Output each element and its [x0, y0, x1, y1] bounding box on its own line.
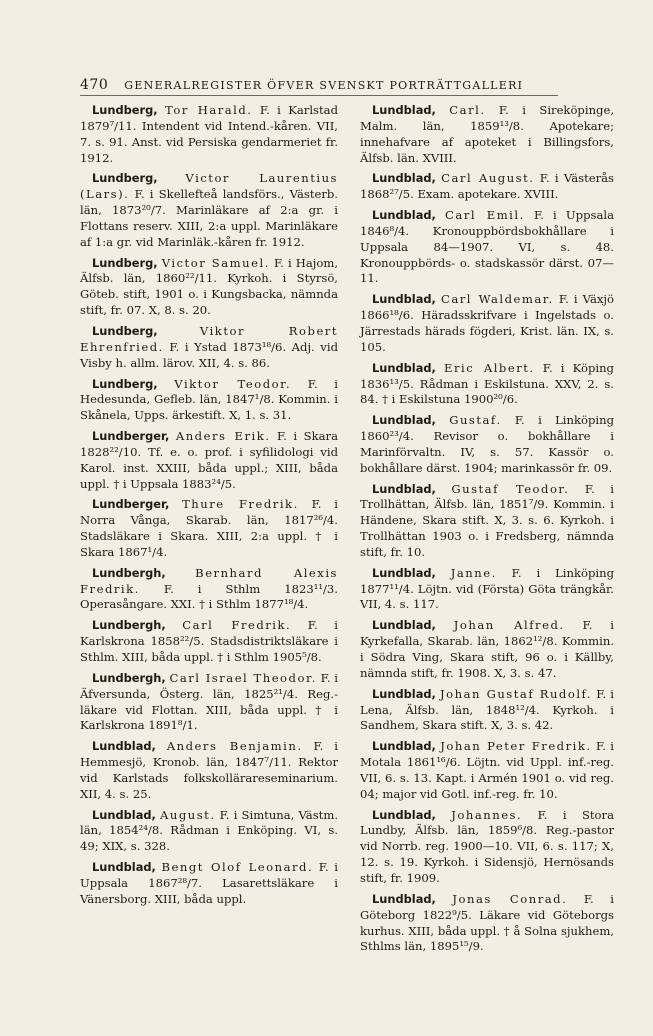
register-entry: [360, 808, 614, 887]
entry-given-names: Johan Gustaf Rudolf.: [439, 686, 593, 701]
entry-given-names: Johan Peter Fredrik.: [440, 739, 592, 754]
entry-surname: Lundblad,: [372, 739, 436, 754]
register-entry: [360, 413, 614, 476]
entry-surname: Lundblad,: [372, 618, 436, 633]
entry-details: F. i Trollhättan, Älfsb. län, 1851⁷/9. Kommin. i Händene, Skara stift. X, 3. s. 6. Kyrkoh. i Trollhättan 1903 o. i Fredsberg, nämnda stift, fr. 10.: [360, 481, 614, 559]
entry-given-names: Carl Emil.: [445, 208, 525, 223]
entry-surname: Lundblad,: [372, 208, 436, 223]
entry-surname: Lundblad,: [372, 360, 436, 375]
entry-details: F. i Skara 1828²²/10. Tf. e. o. prof. i syfilidologi vid Karol. inst. XXIII, båda uppl.; XIII, båda uppl. † i Uppsala 1883²⁴/5.: [80, 429, 338, 491]
entry-details: F. i Hemmesjö, Kronob. län, 1847⁷/11. Rektor vid Karlstads folkskollärareseminarium. XII, 4. s. 25.: [80, 739, 338, 801]
entry-given-names: Eric Albert.: [444, 360, 535, 375]
entry-surname: Lundblad,: [372, 891, 436, 906]
entry-given-names: Carl Israel Theodor.: [169, 670, 317, 685]
register-entry: [80, 618, 338, 666]
entry-details: F. i Lena, Älfsb. län, 1848¹²/4. Kyrkoh. i Sandhem, Skara stift. X, 3. s. 42.: [360, 686, 614, 733]
entry-given-names: Johannes.: [451, 807, 523, 822]
register-entry: [360, 892, 614, 955]
register-entry: [360, 103, 614, 166]
register-entry: [80, 739, 338, 802]
entry-details: F. i Kyrkefalla, Skarab. län, 1862¹²/8. Kommin. i Södra Ving, Skara stift, 96 o. i Källby, nämnda stift, fr. 1908. X, 3. s. 47.: [360, 618, 614, 680]
entry-details: F. i Äfversunda, Österg. län, 1825²¹/4. Reg.-läkare vid Flottan. XIII, båda uppl. † i Karlskrona 1891⁸/1.: [80, 670, 338, 733]
register-entry: [80, 324, 338, 372]
register-entry: [80, 171, 338, 250]
register-entry: [80, 256, 338, 319]
entry-details: F. i Karlstad 1879⁷/11. Intendent vid Intend.-kåren. VII, 7. s. 91. Anst. vid Persiska gendarmeriet fr. 1912.: [80, 103, 338, 165]
entry-surname: Lundbergh,: [92, 618, 166, 633]
entry-details: F. i Hajom, Älfsb. län, 1860²²/11. Kyrkoh. i Styrsö, Göteb. stift, 1901 o. i Kungsbacka, nämnda stift, fr. 07. X, 8. s. 20.: [80, 255, 339, 318]
entry-details: F. i Ystad 1873¹⁸/6. Adj. vid Visby h. allm. lärov. XII, 4. s. 86.: [80, 339, 338, 370]
entry-surname: Lundblad,: [372, 686, 436, 701]
entry-given-names: Anders Erik.: [175, 429, 271, 444]
entry-details: F. i Växjö 1866¹⁸/6. Häradsskrifvare i Ingelstads o. Järrestads härads fögderi, Krist. län. IX, s. 105.: [360, 292, 614, 354]
entry-given-names: Tor Harald.: [164, 103, 253, 117]
entry-details: F. i Uppsala 1867²⁸/7. Lasarettsläkare i Vänersborg. XIII, båda uppl.: [80, 860, 338, 906]
entry-given-names: Carl.: [449, 103, 486, 117]
entry-details: F. i Göteborg 1822⁹/5. Läkare vid Göteborgs kurhus. XIII, båda uppl. † å Solna sjukhem, Sthlms län, 1895¹⁵/9.: [360, 891, 614, 954]
entry-surname: Lundberg,: [92, 255, 158, 270]
register-entry: [80, 429, 338, 492]
entry-given-names: Carl Waldemar.: [440, 292, 554, 307]
entry-given-names: Bernhard Alexis Fredrik.: [80, 565, 338, 596]
entry-details: F. i Skellefteå landsförs., Västerb. län, 1873²⁰/7. Marinläkare af 2:a gr. i Flottans reserv. XIII, 2:a uppl. Marinläkare af 1:a gr. vid Marinläk.-kåren fr. 1912.: [80, 187, 338, 249]
entry-surname: Lundblad,: [92, 860, 156, 875]
entry-surname: Lundberg,: [92, 171, 158, 186]
register-entry: [360, 208, 614, 287]
running-header: [80, 77, 558, 96]
entry-details: F. i Stora Lundby, Älfsb. län, 1859⁶/8. Reg.-pastor vid Norrb. reg. 1900—10. VII, 6. s. 117; X, 12. s. 19. Kyrkoh. i Sidensjö, Hernösands stift, fr. 1909.: [360, 807, 614, 885]
entry-surname: Lundblad,: [92, 739, 156, 754]
entry-surname: Lundblad,: [372, 171, 436, 186]
entry-surname: Lundberg,: [92, 103, 158, 117]
register-entry: [360, 687, 614, 735]
entry-details: F. i Uppsala 1846⁸/4. Kronouppbördsbokhållare i Uppsala 84—1907. VI, s. 48. Kronouppbörds- o. stadskassör därst. 07—11.: [360, 208, 615, 286]
left-column: [80, 103, 338, 913]
entry-surname: Lundblad,: [372, 565, 436, 580]
entry-details: F. i Linköping 1860²³/4. Revisor o. bokhållare i Marinförvaltn. IV, s. 57. Kassör o. bokhållare därst. 1904; marinkassör fr. 09.: [360, 413, 614, 475]
entry-details: F. i Simtuna, Västm. län, 1854²⁴/8. Rådman i Enköping. VI, s. 49; XIX, s. 328.: [80, 807, 339, 854]
entry-surname: Lundblad,: [372, 413, 436, 428]
entry-details: F. i Sthlm 1823¹¹/3. Operasångare. XXI. † i Sthlm 1877¹⁸/4.: [80, 581, 338, 612]
entry-surname: Lundblad,: [372, 481, 436, 496]
register-entry: [360, 618, 614, 681]
entry-details: F. i Karlskrona 1858²²/5. Stadsdistriktsläkare i Sthlm. XIII, båda uppl. † i Sthlm 1905⁵/8.: [80, 618, 338, 664]
register-entry: [360, 292, 614, 355]
entry-details: F. i Linköping 1877¹¹/4. Löjtn. vid (Första) Göta trängkår. VII, 4. s. 117.: [360, 565, 614, 612]
register-entry: [360, 566, 614, 614]
entry-given-names: August.: [160, 807, 216, 822]
entry-given-names: Janne.: [450, 565, 497, 580]
entry-details: F. i Köping 1836¹³/5. Rådman i Eskilstuna. XXV, 2. s. 84. † i Eskilstuna 1900²⁰/6.: [360, 360, 614, 407]
entry-surname: Lundblad,: [372, 292, 436, 307]
register-entry: [80, 860, 338, 908]
entry-surname: Lundberger,: [92, 497, 170, 512]
entry-details: F. i Norra Vånga, Skarab. län, 1817²⁶/4. Stadsläkare i Skara. XIII, 2:a uppl. † i Skara 1867¹/4.: [80, 497, 338, 559]
entry-given-names: Thure Fredrik.: [182, 497, 299, 512]
entry-details: F. i Sireköpinge, Malm. län, 1859¹³/8. Apotekare; innehafvare af apoteket i Billingsfors, Älfsb. län. XVIII.: [360, 103, 615, 165]
entry-surname: Lundblad,: [372, 807, 436, 822]
entry-given-names: Victor Samuel.: [161, 255, 270, 270]
register-entry: [80, 808, 338, 856]
entry-details: F. i Motala 1861¹⁶/6. Löjtn. vid Uppl. inf.-reg. VII, 6. s. 13. Kapt. i Armén 1901 o. vid reg. 04; major vid Gotl. inf.-reg. fr. 10.: [360, 739, 614, 801]
entry-given-names: Victor Laurentius (Lars).: [80, 171, 339, 202]
header-title: GENERALREGISTER ÖFVER SVENSKT PORTRÄTTGALLERI: [124, 79, 524, 92]
register-entry: [360, 482, 614, 561]
entry-details: F. i Västerås 1868²⁷/5. Exam. apotekare. XVIII.: [360, 171, 615, 202]
entry-given-names: Gustaf.: [449, 413, 502, 428]
entry-surname: Lundberg,: [92, 376, 158, 391]
register-entry: [360, 361, 614, 409]
entry-given-names: Carl August.: [441, 171, 535, 186]
register-entry: [80, 671, 338, 734]
entry-surname: Lundberg,: [92, 323, 158, 338]
entry-given-names: Jonas Conrad.: [452, 891, 568, 906]
entry-given-names: Carl Fredrik.: [182, 618, 292, 633]
entry-surname: Lundbergh,: [92, 565, 166, 580]
entry-surname: Lundberger,: [92, 429, 170, 444]
entry-surname: Lundblad,: [92, 807, 156, 822]
register-entry: [360, 171, 614, 203]
page-number: 470: [80, 77, 109, 93]
register-entry: [80, 103, 338, 166]
entry-given-names: Johan Alfred.: [453, 618, 565, 633]
entry-given-names: Gustaf Teodor.: [451, 481, 570, 496]
entry-given-names: Anders Benjamin.: [166, 739, 303, 754]
register-entry: [360, 739, 614, 802]
entry-given-names: Viktor Teodor.: [174, 376, 292, 391]
entry-surname: Lundblad,: [372, 103, 436, 117]
right-column: [360, 103, 614, 960]
entry-given-names: Viktor Robert Ehrenfried.: [80, 323, 339, 354]
register-entry: [80, 497, 338, 560]
entry-surname: Lundbergh,: [92, 670, 166, 685]
entry-details: F. i Hedesunda, Gefleb. län, 1847¹/8. Kommin. i Skånela, Upps. ärkestift. X, 1. s. 31.: [80, 376, 339, 423]
register-entry: [80, 566, 338, 614]
entry-given-names: Bengt Olof Leonard.: [161, 860, 314, 875]
register-entry: [80, 377, 338, 425]
